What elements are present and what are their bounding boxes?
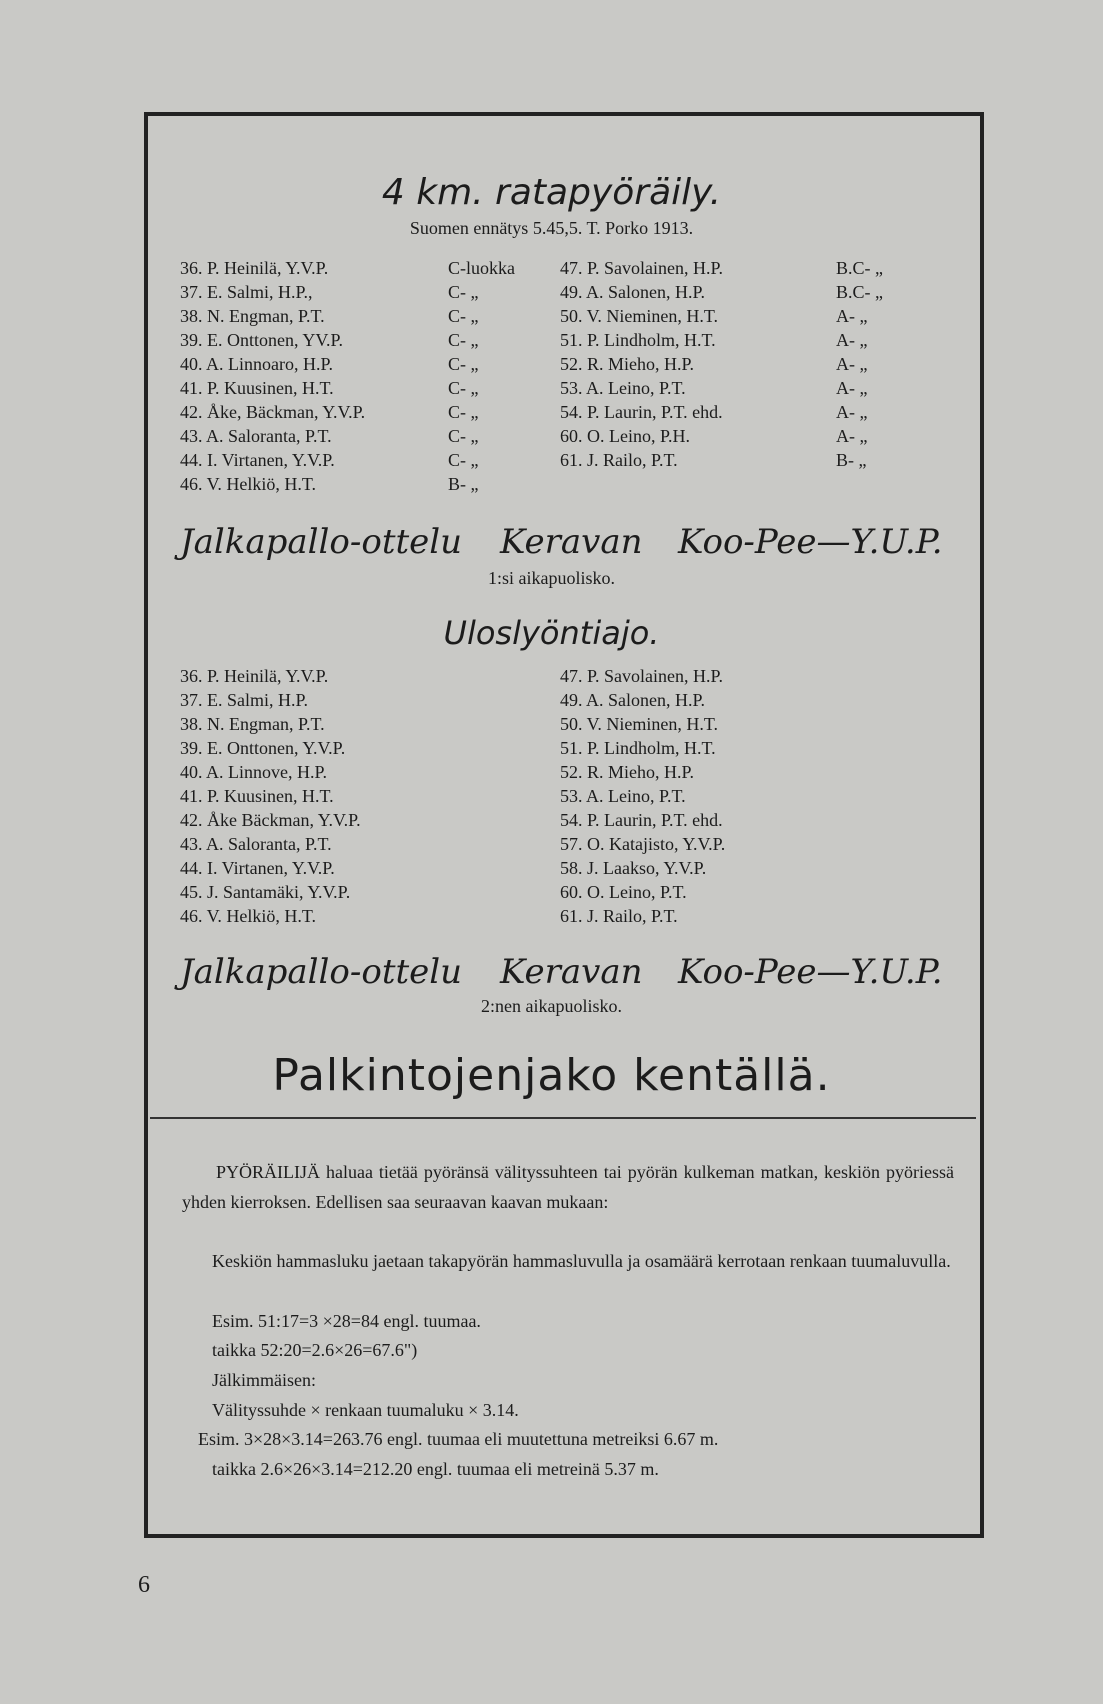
info-paragraph-1: PYÖRÄILIJÄ haluaa tietää pyöränsä välityssuhteen tai pyörän kulkeman matkan, keskiön pyöriessä yhden kierroksen. Edellisen saa seuraavan kaavan mukaan:	[182, 1162, 954, 1212]
half-label-1: 1:si aikapuolisko.	[488, 568, 615, 588]
class-label: C- „	[448, 426, 479, 446]
race-title: 4 km. ratapyöräily.	[381, 172, 722, 213]
class-label: A- „	[836, 330, 868, 350]
list-item: 61. J. Railo, P.T.	[560, 906, 678, 926]
section-divider	[150, 1117, 976, 1119]
list-item: 42. Åke Bäckman, Y.V.P.	[180, 810, 361, 830]
example-4: taikka 2.6×26×3.14=212.20 engl. tuumaa eli metreinä 5.37 m.	[212, 1459, 659, 1479]
list-item: 42. Åke, Bäckman, Y.V.P.	[180, 402, 366, 422]
list-item: 40. A. Linnove, H.P.	[180, 762, 328, 782]
list-item: 37. E. Salmi, H.P.	[180, 690, 309, 710]
example-3: Esim. 3×28×3.14=263.76 engl. tuumaa eli muutettuna metreiksi 6.67 m.	[198, 1429, 719, 1449]
list-item: 53. A. Leino, P.T.	[560, 786, 686, 806]
list-item: 36. P. Heinilä, Y.V.P.	[180, 666, 329, 686]
list-item: 51. P. Lindholm, H.T.	[560, 738, 716, 758]
match-team-home: Keravan	[500, 952, 643, 992]
prize-ceremony-heading: Palkintojenjako kentällä.	[272, 1050, 831, 1101]
list-item: 51. P. Lindholm, H.T.	[560, 330, 716, 350]
class-label: A- „	[836, 402, 868, 422]
match-team-away: Koo-Pee—Y.U.P.	[678, 952, 943, 992]
section-title-uloslyonti: Uloslyöntiajo.	[443, 614, 660, 652]
formula: Välityssuhde × renkaan tuumaluku × 3.14.	[212, 1400, 519, 1420]
class-label: B.C- „	[836, 282, 883, 302]
class-label: C- „	[448, 330, 479, 350]
class-label: C- „	[448, 306, 479, 326]
latter-label: Jälkimmäisen:	[212, 1370, 316, 1390]
half-label-2: 2:nen aikapuolisko.	[481, 996, 622, 1016]
list-item: 54. P. Laurin, P.T. ehd.	[560, 402, 723, 422]
class-label: C- „	[448, 354, 479, 374]
list-item: 43. A. Saloranta, P.T.	[180, 834, 332, 854]
class-label: A- „	[836, 354, 868, 374]
list-item: 44. I. Virtanen, Y.V.P.	[180, 858, 335, 878]
list-item: 49. A. Salonen, H.P.	[560, 690, 706, 710]
list-item: 53. A. Leino, P.T.	[560, 378, 686, 398]
list-item: 60. O. Leino, P.H.	[560, 426, 690, 446]
list-item: 38. N. Engman, P.T.	[180, 714, 325, 734]
list-item: 60. O. Leino, P.T.	[560, 882, 687, 902]
class-label: C- „	[448, 402, 479, 422]
list-item: 41. P. Kuusinen, H.T.	[180, 378, 334, 398]
list-item: 50. V. Nieminen, H.T.	[560, 306, 718, 326]
class-label: A- „	[836, 306, 868, 326]
class-label: C-luokka	[448, 258, 515, 278]
class-label: B.C- „	[836, 258, 883, 278]
list-item: 39. E. Onttonen, Y.V.P.	[180, 738, 346, 758]
match-heading-1	[180, 522, 960, 562]
match-heading-2	[180, 952, 960, 992]
match-team-away: Koo-Pee—Y.U.P.	[678, 522, 943, 562]
list-item: 54. P. Laurin, P.T. ehd.	[560, 810, 723, 830]
list-item: 46. V. Helkiö, H.T.	[180, 906, 317, 926]
list-item: 61. J. Railo, P.T.	[560, 450, 678, 470]
match-label: Jalkapallo-ottelu	[180, 522, 463, 562]
list-item: 58. J. Laakso, Y.V.P.	[560, 858, 707, 878]
list-item: 41. P. Kuusinen, H.T.	[180, 786, 334, 806]
class-label: C- „	[448, 450, 479, 470]
info-paragraph-2: Keskiön hammasluku jaetaan takapyörän hammasluvulla ja osamäärä kerrotaan renkaan tuumaluvulla.	[212, 1251, 951, 1271]
match-label: Jalkapallo-ottelu	[180, 952, 463, 992]
page-number: 6	[138, 1572, 150, 1598]
list-item: 36. P. Heinilä, Y.V.P.	[180, 258, 329, 278]
list-item: 57. O. Katajisto, Y.V.P.	[560, 834, 726, 854]
class-label: B- „	[448, 474, 479, 494]
class-label: C- „	[448, 378, 479, 398]
list-item: 52. R. Mieho, H.P.	[560, 762, 695, 782]
list-item: 45. J. Santamäki, Y.V.P.	[180, 882, 351, 902]
class-label: C- „	[448, 282, 479, 302]
list-item: 50. V. Nieminen, H.T.	[560, 714, 718, 734]
list-item: 39. E. Onttonen, YV.P.	[180, 330, 344, 350]
list-item: 47. P. Savolainen, H.P.	[560, 258, 724, 278]
list-item: 44. I. Virtanen, Y.V.P.	[180, 450, 335, 470]
class-label: B- „	[836, 450, 867, 470]
class-label: A- „	[836, 426, 868, 446]
example-1: Esim. 51:17=3 ×28=84 engl. tuumaa.	[212, 1311, 481, 1331]
list-item: 38. N. Engman, P.T.	[180, 306, 325, 326]
list-item: 40. A. Linnoaro, H.P.	[180, 354, 333, 374]
class-label: A- „	[836, 378, 868, 398]
list-item: 46. V. Helkiö, H.T.	[180, 474, 317, 494]
list-item: 43. A. Saloranta, P.T.	[180, 426, 332, 446]
list-item: 47. P. Savolainen, H.P.	[560, 666, 724, 686]
list-item: 37. E. Salmi, H.P.,	[180, 282, 313, 302]
list-item: 52. R. Mieho, H.P.	[560, 354, 695, 374]
match-team-home: Keravan	[500, 522, 643, 562]
list-item: 49. A. Salonen, H.P.	[560, 282, 706, 302]
race-record: Suomen ennätys 5.45,5. T. Porko 1913.	[409, 218, 694, 238]
example-2: taikka 52:20=2.6×26=67.6")	[212, 1340, 418, 1360]
